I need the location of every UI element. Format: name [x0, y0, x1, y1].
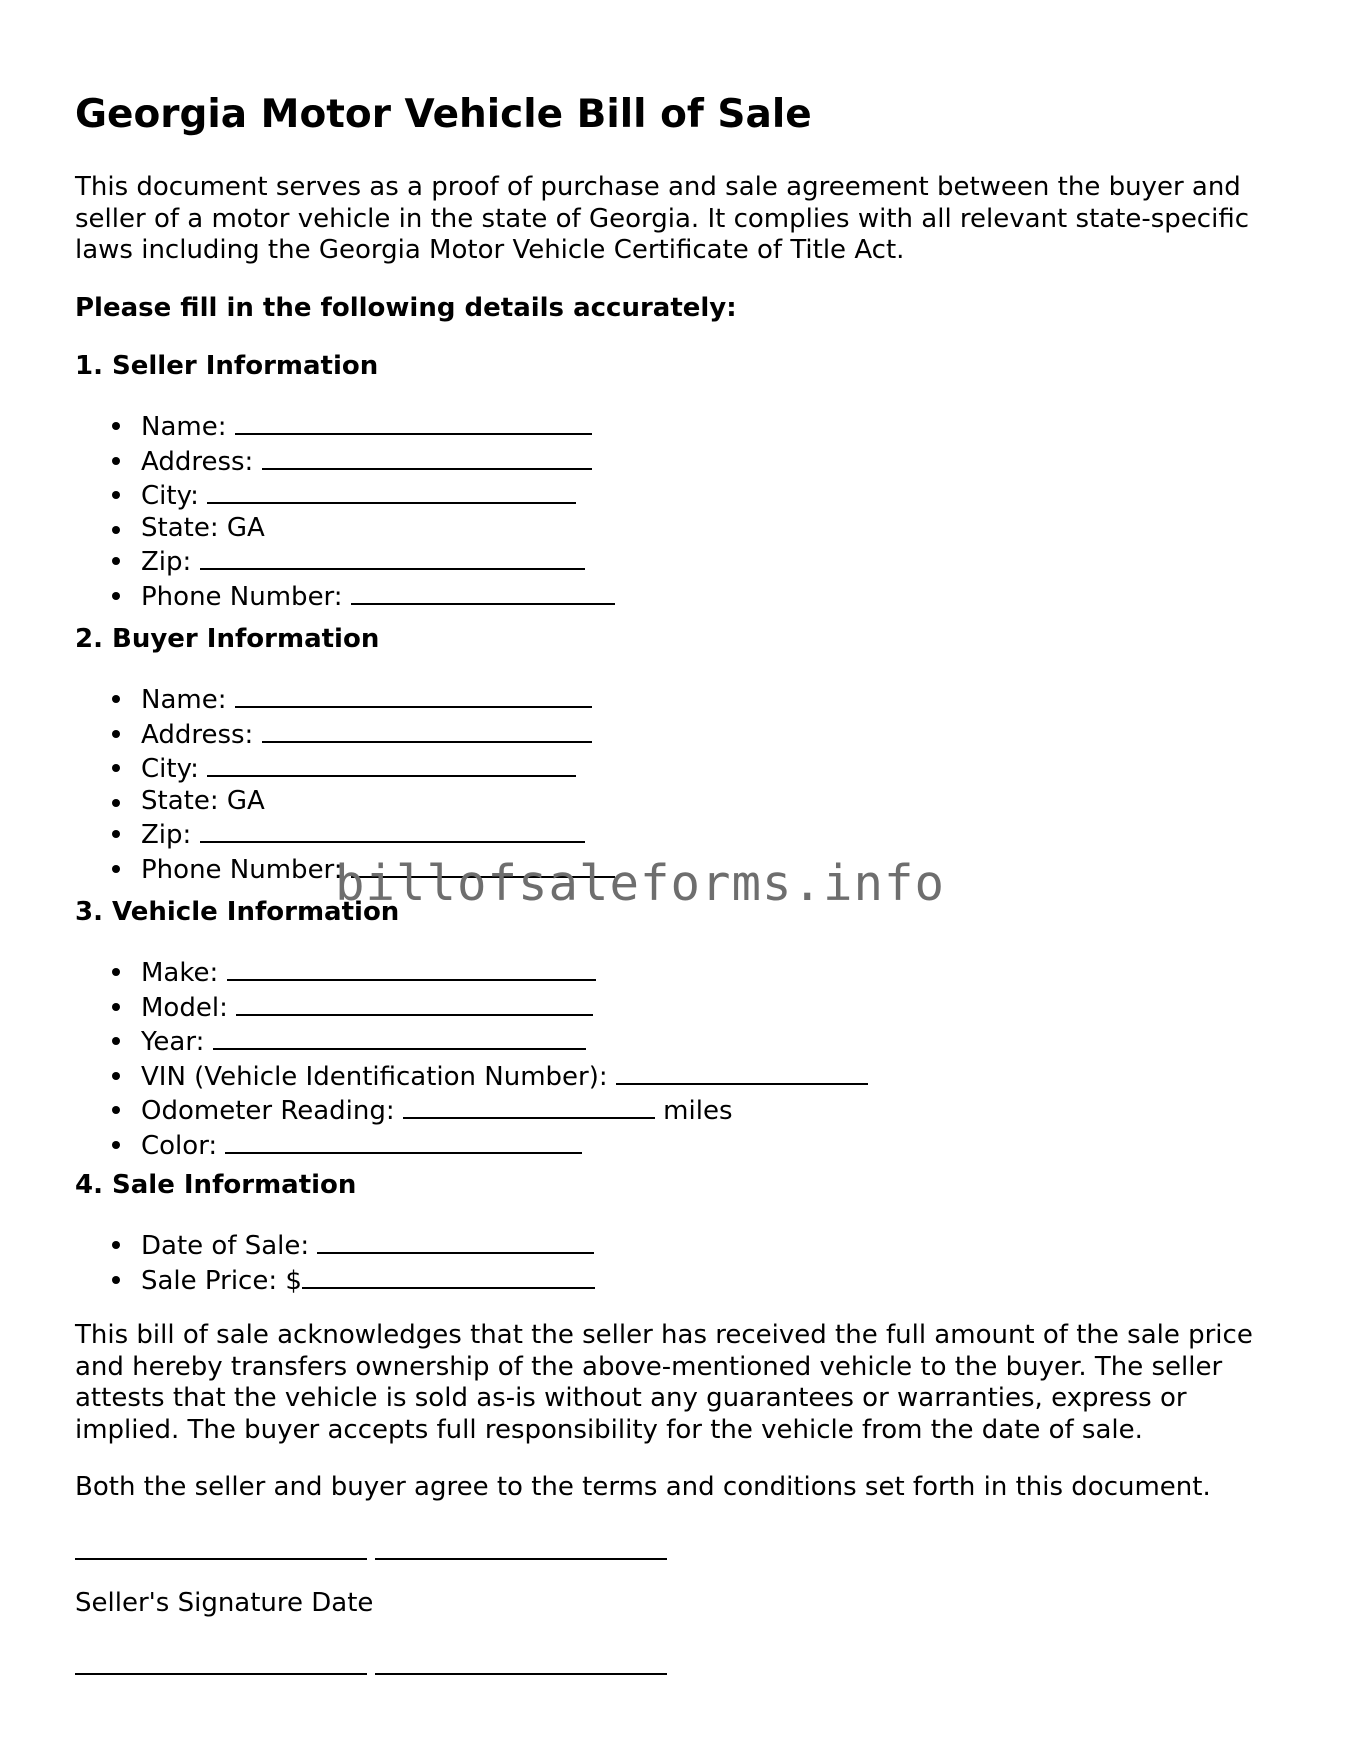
- acknowledgement-paragraph: This bill of sale acknowledges that the seller has received the full amount of the sale price and hereby transfers ownership of the above-mentioned vehicle to the buyer. The seller attests that the vehicle is sold as-is without any guarantees or warranties, express or implied. The buyer accepts full responsibility for the vehicle from the date of sale.: [75, 1320, 1253, 1445]
- seller-signature-field[interactable]: [75, 1558, 367, 1560]
- sale-fields: [75, 1228, 595, 1297]
- buyer-section-heading: 2. Buyer Information: [75, 624, 380, 654]
- buyer-city-label: City:: [141, 754, 199, 784]
- vehicle-vin-item: [75, 1059, 868, 1094]
- intro-paragraph: This document serves as a proof of purchase and sale agreement between the buyer and seller of a motor vehicle in the state of Georgia. It complies with all relevant state-specific laws including the Georgia Motor Vehicle Certificate of Title Act.: [75, 172, 1249, 265]
- buyer-city-field[interactable]: [207, 751, 576, 777]
- seller-address-field[interactable]: [262, 444, 592, 470]
- buyer-zip-label: Zip:: [141, 820, 192, 850]
- buyer-address-field[interactable]: [262, 717, 592, 743]
- agreement-paragraph: Both the seller and buyer agree to the terms and conditions set forth in this document.: [75, 1472, 1211, 1502]
- vehicle-model-item: [75, 990, 868, 1025]
- buyer-city-item: [75, 751, 615, 786]
- buyer-zip-field[interactable]: [200, 817, 585, 843]
- buyer-name-item: [75, 682, 615, 717]
- sale-price-label: Sale Price: $: [141, 1265, 302, 1296]
- seller-city-field[interactable]: [207, 478, 576, 504]
- seller-address-item: [75, 444, 615, 479]
- vehicle-odometer-label: Odometer Reading:: [141, 1096, 395, 1126]
- sale-date-label: Date of Sale:: [141, 1231, 310, 1261]
- vehicle-odometer-unit: miles: [663, 1096, 733, 1126]
- vehicle-make-item: [75, 955, 868, 990]
- seller-phone-item: [75, 579, 615, 614]
- vehicle-year-field[interactable]: [213, 1024, 586, 1050]
- seller-state-label: State: GA: [141, 512, 265, 543]
- sale-price-item: [75, 1263, 595, 1298]
- seller-zip-item: [75, 544, 615, 579]
- seller-city-item: [75, 478, 615, 513]
- sale-date-item: [75, 1228, 595, 1263]
- seller-zip-field[interactable]: [200, 544, 585, 570]
- vehicle-year-label: Year:: [141, 1027, 205, 1057]
- buyer-signature-lines: [75, 1673, 675, 1675]
- vehicle-make-field[interactable]: [227, 955, 596, 981]
- seller-state-item: [75, 513, 615, 545]
- vehicle-odometer-field[interactable]: [403, 1093, 655, 1119]
- vehicle-vin-field[interactable]: [616, 1059, 868, 1085]
- vehicle-color-field[interactable]: [225, 1128, 582, 1154]
- seller-address-label: Address:: [141, 446, 254, 477]
- seller-name-field[interactable]: [235, 409, 592, 435]
- buyer-name-label: Name:: [141, 685, 227, 715]
- sale-date-field[interactable]: [317, 1228, 594, 1254]
- sale-price-field[interactable]: [302, 1263, 595, 1289]
- buyer-name-field[interactable]: [235, 682, 592, 708]
- vehicle-model-field[interactable]: [236, 990, 593, 1016]
- vehicle-color-item: [75, 1128, 868, 1163]
- vehicle-fields: [75, 955, 868, 1162]
- buyer-signature-field[interactable]: [75, 1673, 367, 1675]
- vehicle-model-label: Model:: [141, 992, 228, 1023]
- seller-fields: [75, 409, 615, 613]
- vehicle-year-item: [75, 1024, 868, 1059]
- seller-signature-date-field[interactable]: [375, 1558, 667, 1560]
- buyer-zip-item: [75, 817, 615, 852]
- vehicle-vin-label: VIN (Vehicle Identification Number):: [141, 1061, 608, 1092]
- buyer-address-item: [75, 717, 615, 752]
- seller-phone-field[interactable]: [351, 579, 615, 605]
- seller-signature-lines: [75, 1558, 675, 1560]
- document-title: Georgia Motor Vehicle Bill of Sale: [75, 92, 812, 137]
- instruction-line: Please fill in the following details accurately:: [75, 293, 737, 323]
- seller-name-label: Name:: [141, 412, 227, 442]
- buyer-state-label: State: GA: [141, 785, 265, 816]
- vehicle-odometer-item: [75, 1093, 868, 1128]
- watermark-text: billofsaleforms.info: [335, 855, 946, 912]
- vehicle-make-label: Make:: [141, 958, 219, 988]
- buyer-state-item: [75, 786, 615, 818]
- seller-city-label: City:: [141, 481, 199, 511]
- seller-section-heading: 1. Seller Information: [75, 351, 379, 381]
- buyer-phone-label: Phone Number:: [141, 854, 343, 885]
- sale-section-heading: 4. Sale Information: [75, 1170, 357, 1200]
- seller-name-item: [75, 409, 615, 444]
- buyer-signature-date-field[interactable]: [375, 1673, 667, 1675]
- buyer-address-label: Address:: [141, 719, 254, 750]
- seller-zip-label: Zip:: [141, 547, 192, 577]
- vehicle-color-label: Color:: [141, 1130, 218, 1161]
- seller-signature-label: Seller's Signature Date: [75, 1588, 374, 1618]
- seller-phone-label: Phone Number:: [141, 581, 343, 612]
- vehicle-section-heading: 3. Vehicle Information: [75, 897, 400, 927]
